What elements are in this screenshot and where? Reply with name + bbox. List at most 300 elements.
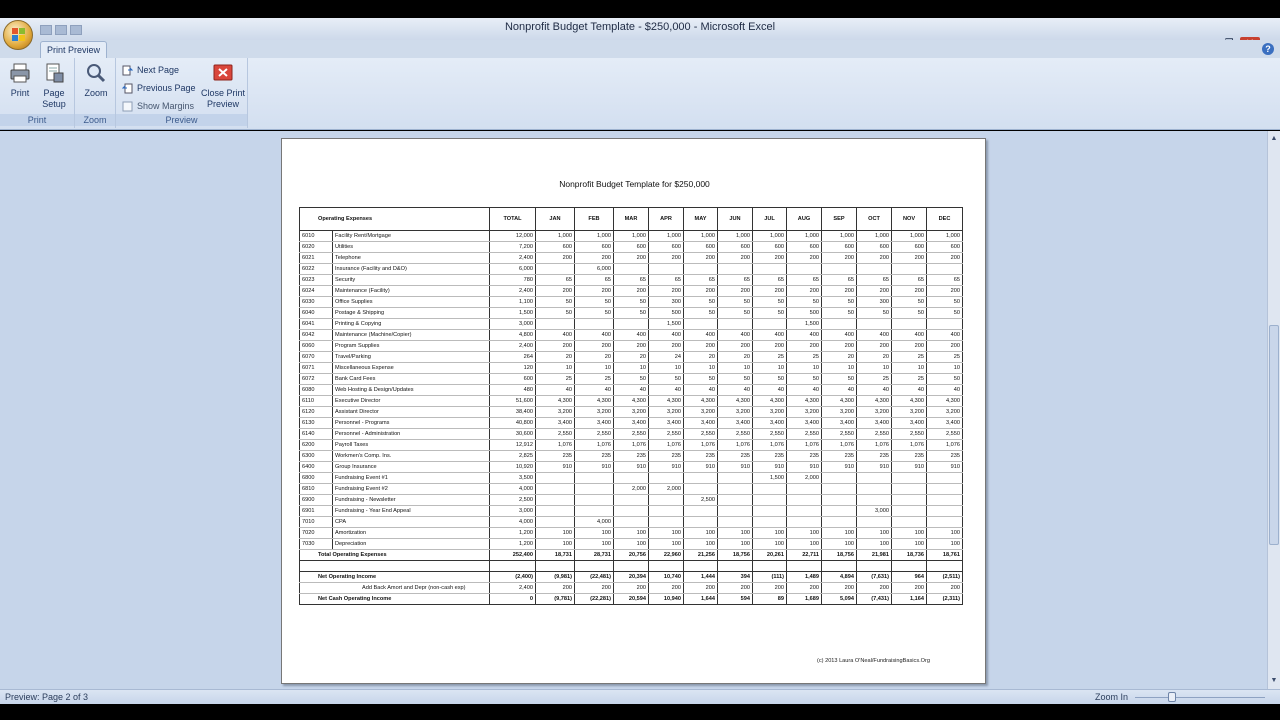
- amount-cell: 100: [536, 539, 575, 550]
- amount-cell: 10: [822, 363, 857, 374]
- account-code: 6041: [300, 319, 333, 330]
- amount-cell: 50: [614, 308, 649, 319]
- amount-cell: 50: [927, 374, 963, 385]
- redo-icon[interactable]: [70, 25, 82, 35]
- amount-cell: 252,400: [490, 550, 536, 561]
- amount-cell: 200: [753, 286, 787, 297]
- amount-cell: 20: [822, 352, 857, 363]
- header-cell: MAR: [614, 208, 649, 231]
- page-setup-label-1: Page: [43, 88, 65, 98]
- table-row: [300, 319, 963, 330]
- amount-cell: [718, 517, 753, 528]
- table-row: [300, 330, 963, 341]
- print-group-label: Print: [0, 114, 74, 126]
- zoom-slider-handle[interactable]: [1168, 692, 1176, 702]
- amount-cell: 40: [718, 385, 753, 396]
- vertical-scrollbar[interactable]: [1267, 131, 1280, 689]
- amount-cell: [857, 484, 892, 495]
- amount-cell: 4,800: [490, 330, 536, 341]
- amount-cell: 200: [575, 286, 614, 297]
- account-code: 6022: [300, 264, 333, 275]
- table-row: [300, 506, 963, 517]
- amount-cell: 200: [684, 583, 718, 594]
- amount-cell: 500: [787, 308, 822, 319]
- table-row: [300, 231, 963, 242]
- amount-cell: [787, 517, 822, 528]
- amount-cell: 500: [649, 308, 684, 319]
- account-code: 6010: [300, 231, 333, 242]
- amount-cell: 3,400: [787, 418, 822, 429]
- amount-cell: 10: [857, 363, 892, 374]
- amount-cell: 200: [892, 286, 927, 297]
- amount-cell: 2,500: [684, 495, 718, 506]
- amount-cell: 1,076: [927, 440, 963, 451]
- save-icon[interactable]: [40, 25, 52, 35]
- amount-cell: 6,000: [575, 264, 614, 275]
- amount-cell: 2,550: [536, 429, 575, 440]
- amount-cell: 235: [787, 451, 822, 462]
- amount-cell: 3,200: [753, 407, 787, 418]
- summary-label: Net Operating Income: [300, 572, 490, 583]
- amount-cell: [753, 264, 787, 275]
- show-margins-label: Show Margins: [137, 101, 195, 111]
- amount-cell: 1,500: [787, 319, 822, 330]
- header-cell: SEP: [822, 208, 857, 231]
- account-name: Travel/Parking: [333, 352, 490, 363]
- amount-cell: 3,400: [536, 418, 575, 429]
- blank-cell: [892, 561, 927, 572]
- amount-cell: 65: [536, 275, 575, 286]
- zoom-button[interactable]: [81, 62, 111, 99]
- office-logo-icon: [12, 28, 26, 42]
- blank-row: [300, 561, 963, 572]
- amount-cell: 10: [536, 363, 575, 374]
- amount-cell: 65: [787, 275, 822, 286]
- amount-cell: 2,550: [753, 429, 787, 440]
- help-icon[interactable]: ?: [1262, 43, 1274, 55]
- table-row: [300, 429, 963, 440]
- amount-cell: 3,200: [718, 407, 753, 418]
- amount-cell: 200: [822, 341, 857, 352]
- amount-cell: [787, 495, 822, 506]
- account-name: Personnel - Programs: [333, 418, 490, 429]
- table-row: [300, 462, 963, 473]
- account-name: Fundraising Event #2: [333, 484, 490, 495]
- amount-cell: [718, 484, 753, 495]
- amount-cell: 65: [927, 275, 963, 286]
- amount-cell: [822, 264, 857, 275]
- amount-cell: 600: [718, 242, 753, 253]
- amount-cell: 21,981: [857, 550, 892, 561]
- account-code: 6800: [300, 473, 333, 484]
- amount-cell: 4,300: [822, 396, 857, 407]
- amount-cell: 3,400: [892, 418, 927, 429]
- amount-cell: 1,000: [684, 231, 718, 242]
- amount-cell: 2,550: [718, 429, 753, 440]
- amount-cell: 910: [822, 462, 857, 473]
- amount-cell: 50: [787, 297, 822, 308]
- blank-cell: [787, 561, 822, 572]
- amount-cell: 200: [753, 341, 787, 352]
- amount-cell: 200: [787, 286, 822, 297]
- zoom-slider[interactable]: [1135, 697, 1265, 698]
- amount-cell: 1,100: [490, 297, 536, 308]
- office-button[interactable]: [3, 20, 33, 50]
- amount-cell: 100: [614, 539, 649, 550]
- amount-cell: 65: [649, 275, 684, 286]
- amount-cell: 3,400: [927, 418, 963, 429]
- amount-cell: [753, 319, 787, 330]
- amount-cell: (111): [753, 572, 787, 583]
- previous-page-button[interactable]: [122, 80, 196, 96]
- amount-cell: [927, 506, 963, 517]
- amount-cell: 100: [575, 528, 614, 539]
- header-cell: JUL: [753, 208, 787, 231]
- amount-cell: 1,000: [536, 231, 575, 242]
- amount-cell: 200: [649, 253, 684, 264]
- scroll-down-icon[interactable]: ▼: [1270, 677, 1278, 684]
- amount-cell: [684, 319, 718, 330]
- amount-cell: 400: [822, 330, 857, 341]
- table-row: [300, 495, 963, 506]
- account-name: Personnel - Administration: [333, 429, 490, 440]
- blank-cell: [684, 561, 718, 572]
- amount-cell: 910: [927, 462, 963, 473]
- amount-cell: 2,000: [787, 473, 822, 484]
- amount-cell: 40: [892, 385, 927, 396]
- amount-cell: [575, 473, 614, 484]
- amount-cell: 3,200: [787, 407, 822, 418]
- amount-cell: 2,400: [490, 341, 536, 352]
- account-code: 6030: [300, 297, 333, 308]
- amount-cell: [822, 495, 857, 506]
- amount-cell: 1,000: [927, 231, 963, 242]
- amount-cell: [822, 506, 857, 517]
- account-name: Workmen's Comp. Ins.: [333, 451, 490, 462]
- amount-cell: 2,500: [490, 495, 536, 506]
- account-code: 6900: [300, 495, 333, 506]
- zoom-group: [75, 58, 116, 128]
- amount-cell: 100: [927, 528, 963, 539]
- amount-cell: [753, 495, 787, 506]
- table-row: [300, 539, 963, 550]
- amount-cell: 100: [927, 539, 963, 550]
- amount-cell: 40: [857, 385, 892, 396]
- ribbon: [0, 58, 1280, 130]
- amount-cell: 200: [892, 341, 927, 352]
- amount-cell: 89: [753, 594, 787, 605]
- amount-cell: [575, 495, 614, 506]
- amount-cell: 1,076: [536, 440, 575, 451]
- account-code: 7030: [300, 539, 333, 550]
- amount-cell: 4,300: [649, 396, 684, 407]
- amount-cell: 7,200: [490, 242, 536, 253]
- account-name: Amortization: [333, 528, 490, 539]
- amount-cell: 1,689: [787, 594, 822, 605]
- amount-cell: [753, 506, 787, 517]
- amount-cell: 200: [575, 253, 614, 264]
- amount-cell: 51,600: [490, 396, 536, 407]
- net-cash-row: [300, 594, 963, 605]
- amount-cell: 20: [575, 352, 614, 363]
- amount-cell: 65: [857, 275, 892, 286]
- amount-cell: 1,500: [649, 319, 684, 330]
- amount-cell: 200: [536, 583, 575, 594]
- amount-cell: [787, 264, 822, 275]
- close-preview-label-1: Close Print: [200, 88, 245, 98]
- amount-cell: 100: [892, 539, 927, 550]
- amount-cell: [857, 319, 892, 330]
- amount-cell: 20,594: [614, 594, 649, 605]
- amount-cell: [822, 319, 857, 330]
- amount-cell: 264: [490, 352, 536, 363]
- amount-cell: 3,400: [822, 418, 857, 429]
- amount-cell: 200: [787, 583, 822, 594]
- amount-cell: [753, 517, 787, 528]
- amount-cell: 5,094: [822, 594, 857, 605]
- amount-cell: 40,800: [490, 418, 536, 429]
- amount-cell: 200: [649, 286, 684, 297]
- amount-cell: 28,731: [575, 550, 614, 561]
- amount-cell: 1,000: [787, 231, 822, 242]
- account-code: 6060: [300, 341, 333, 352]
- amount-cell: 3,200: [822, 407, 857, 418]
- scroll-up-icon[interactable]: ▲: [1270, 135, 1278, 142]
- table-row: [300, 517, 963, 528]
- amount-cell: 235: [857, 451, 892, 462]
- amount-cell: 1,076: [649, 440, 684, 451]
- amount-cell: 200: [857, 583, 892, 594]
- amount-cell: 200: [892, 583, 927, 594]
- amount-cell: 600: [892, 242, 927, 253]
- amount-cell: 10,920: [490, 462, 536, 473]
- account-name: Payroll Taxes: [333, 440, 490, 451]
- amount-cell: [649, 517, 684, 528]
- previous-page-icon: [122, 83, 133, 94]
- amount-cell: 910: [684, 462, 718, 473]
- amount-cell: [684, 517, 718, 528]
- amount-cell: 235: [892, 451, 927, 462]
- amount-cell: 20: [718, 352, 753, 363]
- undo-icon[interactable]: [55, 25, 67, 35]
- amount-cell: 400: [857, 330, 892, 341]
- amount-cell: 40: [575, 385, 614, 396]
- amount-cell: 50: [892, 297, 927, 308]
- account-code: 6120: [300, 407, 333, 418]
- amount-cell: 1,076: [787, 440, 822, 451]
- amount-cell: 600: [490, 374, 536, 385]
- amount-cell: [718, 506, 753, 517]
- amount-cell: [927, 473, 963, 484]
- amount-cell: 50: [718, 374, 753, 385]
- amount-cell: 50: [822, 374, 857, 385]
- account-code: 6071: [300, 363, 333, 374]
- amount-cell: 100: [649, 528, 684, 539]
- amount-cell: [536, 506, 575, 517]
- amount-cell: 200: [684, 286, 718, 297]
- show-margins-checkbox[interactable]: [122, 98, 194, 114]
- account-name: Fundraising Event #1: [333, 473, 490, 484]
- account-code: 6021: [300, 253, 333, 264]
- amount-cell: 2,550: [649, 429, 684, 440]
- amount-cell: 50: [536, 297, 575, 308]
- amount-cell: 10: [649, 363, 684, 374]
- summary-label: Total Operating Expenses: [300, 550, 490, 561]
- amount-cell: 200: [614, 286, 649, 297]
- account-name: Fundraising - Year End Appeal: [333, 506, 490, 517]
- amount-cell: 1,000: [718, 231, 753, 242]
- amount-cell: 600: [822, 242, 857, 253]
- amount-cell: 10: [614, 363, 649, 374]
- amount-cell: 3,200: [536, 407, 575, 418]
- next-page-icon: [122, 65, 133, 76]
- account-name: Miscellaneous Expense: [333, 363, 490, 374]
- header-cell: FEB: [575, 208, 614, 231]
- scroll-thumb[interactable]: [1269, 325, 1279, 545]
- amount-cell: 1,076: [892, 440, 927, 451]
- amount-cell: [536, 473, 575, 484]
- amount-cell: (9,981): [536, 572, 575, 583]
- account-name: Group Insurance: [333, 462, 490, 473]
- amount-cell: 2,000: [614, 484, 649, 495]
- amount-cell: (9,781): [536, 594, 575, 605]
- amount-cell: 3,200: [684, 407, 718, 418]
- amount-cell: [575, 506, 614, 517]
- amount-cell: 200: [536, 253, 575, 264]
- amount-cell: 400: [684, 330, 718, 341]
- amount-cell: 400: [927, 330, 963, 341]
- amount-cell: [614, 473, 649, 484]
- amount-cell: 20,756: [614, 550, 649, 561]
- amount-cell: [857, 264, 892, 275]
- ribbon-tab-row: [0, 40, 1280, 58]
- amount-cell: 65: [575, 275, 614, 286]
- amount-cell: 4,300: [536, 396, 575, 407]
- amount-cell: 200: [927, 583, 963, 594]
- amount-cell: [927, 264, 963, 275]
- account-code: 6200: [300, 440, 333, 451]
- amount-cell: 18,731: [536, 550, 575, 561]
- amount-cell: 1,500: [490, 308, 536, 319]
- amount-cell: 24: [649, 352, 684, 363]
- table-row: [300, 264, 963, 275]
- previous-page-label: Previous Page: [137, 83, 196, 93]
- blank-cell: [536, 561, 575, 572]
- amount-cell: 235: [536, 451, 575, 462]
- amount-cell: 40: [649, 385, 684, 396]
- amount-cell: 25: [927, 352, 963, 363]
- account-name: Security: [333, 275, 490, 286]
- header-cell: AUG: [787, 208, 822, 231]
- blank-cell: [718, 561, 753, 572]
- amount-cell: 50: [718, 308, 753, 319]
- add-back-row: [300, 583, 963, 594]
- amount-cell: [614, 319, 649, 330]
- blank-cell: [822, 561, 857, 572]
- close-print-preview-button[interactable]: [198, 62, 248, 110]
- amount-cell: 200: [614, 583, 649, 594]
- next-page-button[interactable]: [122, 62, 179, 78]
- table-row: [300, 484, 963, 495]
- amount-cell: 100: [857, 539, 892, 550]
- amount-cell: 2,550: [614, 429, 649, 440]
- amount-cell: 3,200: [614, 407, 649, 418]
- amount-cell: 3,000: [857, 506, 892, 517]
- amount-cell: 910: [575, 462, 614, 473]
- amount-cell: [822, 473, 857, 484]
- blank-cell: [753, 561, 787, 572]
- amount-cell: 200: [822, 253, 857, 264]
- blank-cell: [575, 561, 614, 572]
- table-row: [300, 407, 963, 418]
- close-preview-icon: [212, 62, 234, 84]
- amount-cell: 25: [536, 374, 575, 385]
- amount-cell: 400: [787, 330, 822, 341]
- amount-cell: 40: [753, 385, 787, 396]
- amount-cell: 100: [787, 528, 822, 539]
- account-code: 6070: [300, 352, 333, 363]
- table-row: [300, 253, 963, 264]
- amount-cell: 100: [892, 528, 927, 539]
- zoom-in-label[interactable]: Zoom In: [1095, 692, 1129, 702]
- amount-cell: 10: [892, 363, 927, 374]
- amount-cell: 20: [684, 352, 718, 363]
- amount-cell: 30,600: [490, 429, 536, 440]
- table-row: [300, 528, 963, 539]
- checkbox-icon: [122, 101, 133, 112]
- print-button[interactable]: [6, 62, 34, 99]
- amount-cell: 1,076: [575, 440, 614, 451]
- amount-cell: 1,076: [614, 440, 649, 451]
- amount-cell: [649, 473, 684, 484]
- table-row: [300, 440, 963, 451]
- amount-cell: 235: [927, 451, 963, 462]
- amount-cell: 235: [718, 451, 753, 462]
- blank-cell: [649, 561, 684, 572]
- amount-cell: 50: [822, 308, 857, 319]
- amount-cell: 4,300: [614, 396, 649, 407]
- amount-cell: 1,200: [490, 528, 536, 539]
- amount-cell: 200: [718, 341, 753, 352]
- page-setup-button[interactable]: [38, 62, 70, 110]
- amount-cell: 50: [753, 297, 787, 308]
- amount-cell: 200: [718, 253, 753, 264]
- amount-cell: 3,400: [649, 418, 684, 429]
- amount-cell: 2,550: [787, 429, 822, 440]
- amount-cell: 40: [684, 385, 718, 396]
- sheet-title: Nonprofit Budget Template for $250,000: [559, 179, 710, 189]
- amount-cell: 400: [753, 330, 787, 341]
- amount-cell: [892, 473, 927, 484]
- amount-cell: 22,711: [787, 550, 822, 561]
- amount-cell: 400: [718, 330, 753, 341]
- amount-cell: 20: [614, 352, 649, 363]
- amount-cell: [822, 517, 857, 528]
- amount-cell: 200: [753, 253, 787, 264]
- amount-cell: [536, 517, 575, 528]
- amount-cell: 1,000: [892, 231, 927, 242]
- amount-cell: [892, 264, 927, 275]
- account-code: 6023: [300, 275, 333, 286]
- amount-cell: 40: [787, 385, 822, 396]
- budget-table: [299, 207, 963, 605]
- amount-cell: 22,960: [649, 550, 684, 561]
- table-row: [300, 396, 963, 407]
- account-name: Web Hosting & Design/Updates: [333, 385, 490, 396]
- amount-cell: 100: [787, 539, 822, 550]
- tab-print-preview[interactable]: Print Preview: [40, 41, 107, 58]
- header-cell: MAY: [684, 208, 718, 231]
